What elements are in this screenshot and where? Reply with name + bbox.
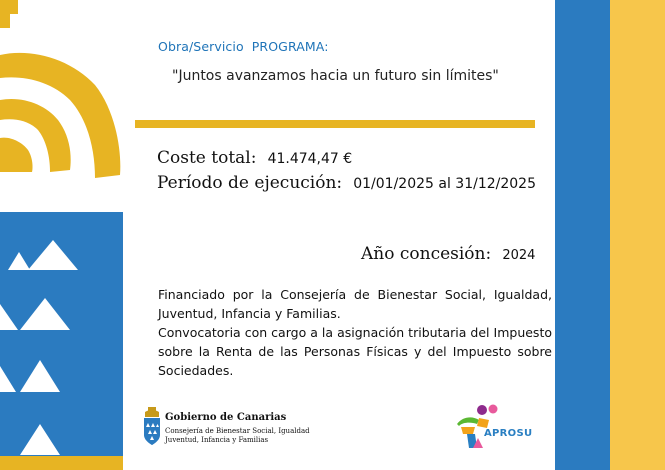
coste-label: Coste total: xyxy=(157,148,257,168)
convocatoria-paragraph: Convocatoria con cargo a la asignación tributaria del Impuesto sobre la Renta de las Personas Físicas y del Impuesto sobre Sociedades. xyxy=(158,325,552,378)
anio-concesion-row xyxy=(361,244,535,264)
coste-value: 41.474,47 € xyxy=(267,151,353,167)
canarias-shield-icon xyxy=(142,405,162,447)
anio-value: 2024 xyxy=(502,248,536,263)
coste-total-row xyxy=(157,148,352,168)
obra-servicio-heading xyxy=(158,39,329,54)
anio-label: Año concesión: xyxy=(361,244,492,264)
gold-divider xyxy=(135,120,535,128)
aprosu-logo xyxy=(453,404,533,454)
financing-paragraph: Financiado por la Consejería de Bienestar Social, Igualdad, Juventud, Infancia y Familias. xyxy=(158,287,552,321)
program-name: "Juntos avanzamos hacia un futuro sin límites" xyxy=(172,68,499,84)
aprosu-text: APROSU xyxy=(484,428,533,439)
gobierno-title: Gobierno de Canarias xyxy=(165,412,287,423)
gobierno-subtitle-2: Juventud, Infancia y Familias xyxy=(165,436,269,444)
periodo-label: Período de ejecución: xyxy=(157,173,343,193)
periodo-value: 01/01/2025 al 31/12/2025 xyxy=(353,176,536,192)
gobierno-subtitle-1: Consejería de Bienestar Social, Igualdad xyxy=(165,427,310,435)
programa-label: PROGRAMA: xyxy=(251,39,329,54)
obra-label: Obra/Servicio xyxy=(158,39,244,54)
periodo-row xyxy=(157,173,536,193)
gobierno-canarias-logo xyxy=(142,405,322,453)
right-stripes-art xyxy=(555,0,665,470)
canarias-emblem-art xyxy=(0,0,135,470)
